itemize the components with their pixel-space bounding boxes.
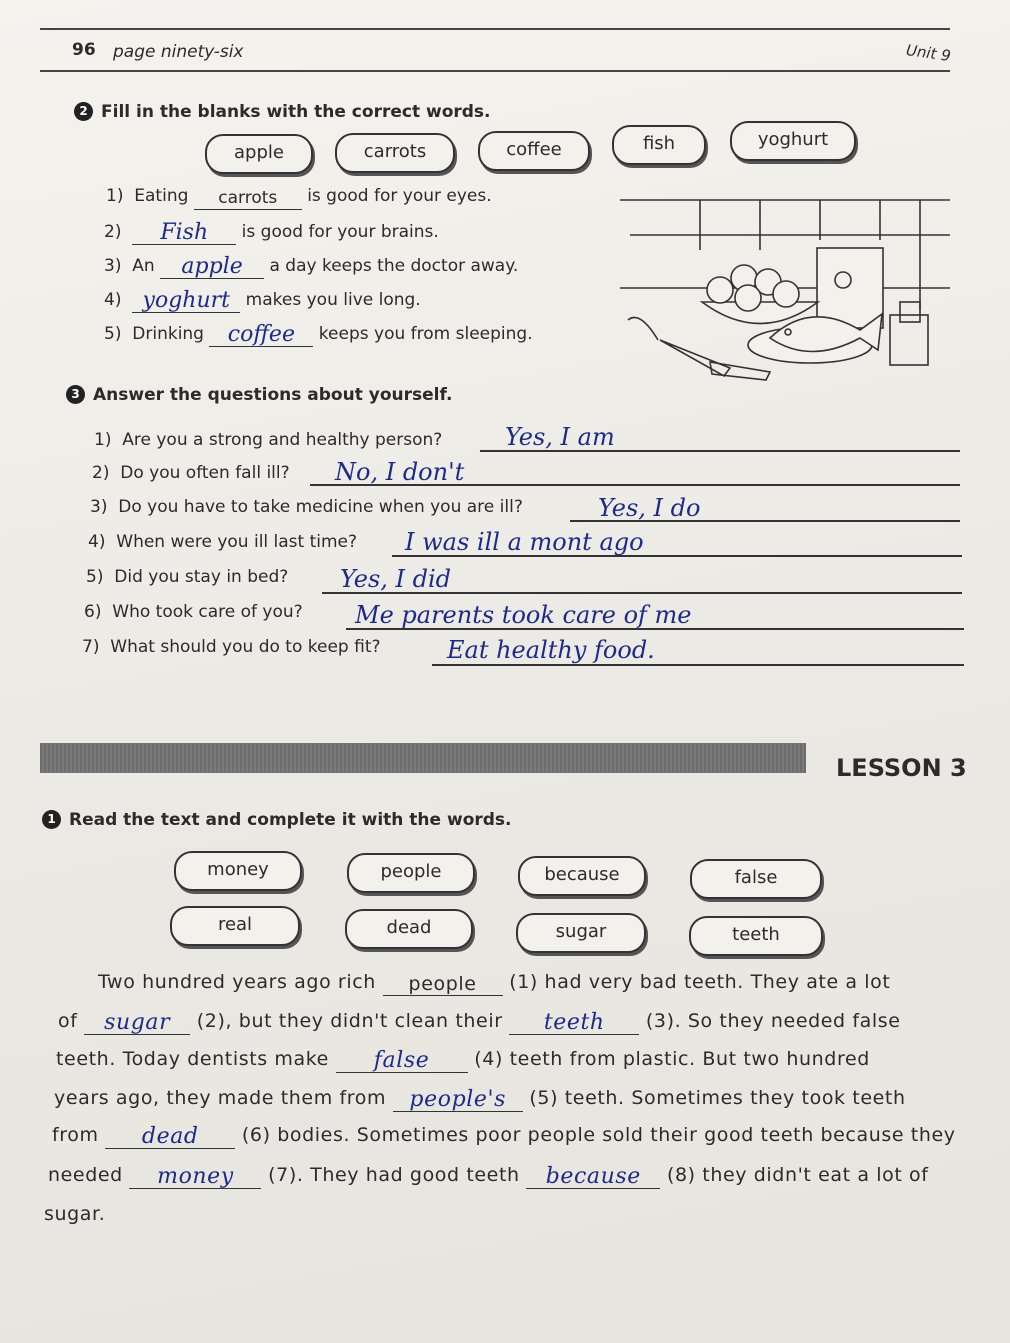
handwritten-answer: I was ill a mont ago	[405, 528, 644, 556]
answer-blank[interactable]: coffee	[209, 324, 313, 347]
page-title: page ninety-six	[113, 42, 244, 62]
text-line: Two hundred years ago rich people (1) had very bad teeth. They ate a lot	[98, 971, 891, 995]
handwritten-answer: Yes, I did	[340, 565, 452, 593]
answer-blank[interactable]: people's	[393, 1089, 523, 1112]
word-box-dead: dead	[345, 909, 473, 949]
text-line: of sugar (2), but they didn't clean their teeth (3). So they needed false	[58, 1010, 901, 1035]
lesson-title: LESSON 3	[836, 754, 967, 782]
answer-blank[interactable]: false	[336, 1050, 468, 1073]
text-line: needed money (7). They had good teeth because (8) they didn't eat a lot of	[48, 1164, 929, 1189]
exercise-3-question: 4) When were you ill last time?	[88, 532, 358, 552]
exercise-3-question: 5) Did you stay in bed?	[86, 567, 289, 587]
exercise-2-item: 3) An apple a day keeps the doctor away.	[104, 254, 519, 279]
word-box-people: people	[347, 853, 475, 893]
word-box-coffee: coffee	[478, 131, 590, 171]
word-box-because: because	[518, 856, 646, 896]
exercise-2-item: 4) yoghurt makes you live long.	[104, 288, 421, 313]
exercise-3-question: 2) Do you often fall ill?	[92, 463, 290, 483]
answer-blank[interactable]: dead	[105, 1126, 235, 1149]
exercise-2-item: 1) Eating carrots is good for your eyes.	[106, 186, 492, 208]
answer-line[interactable]	[432, 664, 964, 666]
header-top-rule	[40, 28, 950, 30]
answer-blank[interactable]: yoghurt	[132, 290, 240, 313]
exercise-3-question: 1) Are you a strong and healthy person?	[94, 430, 443, 450]
exercise-3-instruction: Answer the questions about yourself.	[93, 385, 453, 405]
text-line: from dead (6) bodies. Sometimes poor people sold their good teeth because they	[52, 1124, 956, 1149]
exercise-3-question: 7) What should you do to keep fit?	[82, 637, 381, 657]
word-box-yoghurt: yoghurt	[730, 121, 856, 161]
unit-label: Unit 9	[904, 40, 952, 66]
handwritten-answer: No, I don't	[335, 458, 465, 486]
answer-blank[interactable]: Fish	[132, 222, 236, 245]
answer-blank[interactable]: people	[383, 973, 503, 996]
word-box-teeth: teeth	[689, 916, 823, 956]
answer-blank[interactable]: apple	[160, 256, 264, 279]
food-illustration	[620, 190, 960, 390]
answer-blank[interactable]: money	[129, 1166, 261, 1189]
answer-blank[interactable]: teeth	[509, 1012, 639, 1035]
exercise-2-item: 5) Drinking coffee keeps you from sleeping.	[104, 322, 533, 347]
word-box-apple: apple	[205, 134, 313, 174]
text-line: sugar.	[44, 1203, 106, 1225]
handwritten-answer: Yes, I do	[598, 494, 701, 522]
exercise-3-question: 3) Do you have to take medicine when you are ill?	[90, 497, 523, 517]
handwritten-answer: Me parents took care of me	[355, 601, 692, 629]
lesson-banner-bar	[40, 743, 806, 773]
exercise-3-question: 6) Who took care of you?	[84, 602, 303, 622]
word-box-false: false	[690, 859, 822, 899]
word-box-real: real	[170, 906, 300, 946]
exercise-number-badge: 2	[74, 102, 93, 121]
exercise-number-badge: 3	[66, 385, 85, 404]
exercise-number-badge: 1	[42, 810, 61, 829]
page-number: 96	[72, 40, 96, 60]
answer-blank[interactable]: sugar	[84, 1012, 190, 1035]
handwritten-answer: Eat healthy food.	[447, 636, 655, 664]
handwritten-answer: Yes, I am	[505, 423, 615, 451]
text-line: years ago, they made them from people's (5) teeth. Sometimes they took teeth	[54, 1087, 906, 1112]
text-line: teeth. Today dentists make false (4) teeth from plastic. But two hundred	[56, 1048, 870, 1073]
word-box-fish: fish	[612, 125, 706, 165]
answer-blank[interactable]: because	[526, 1166, 660, 1189]
exercise-2-item: 2) Fish is good for your brains.	[104, 220, 439, 245]
word-box-money: money	[174, 851, 302, 891]
word-box-carrots: carrots	[335, 133, 455, 173]
exercise-1-instruction: Read the text and complete it with the words.	[69, 810, 512, 830]
exercise-2-heading	[74, 102, 491, 122]
answer-blank[interactable]: carrots	[194, 187, 302, 210]
exercise-3-heading	[66, 385, 452, 405]
exercise-2-instruction: Fill in the blanks with the correct words.	[101, 102, 491, 122]
exercise-1-heading	[42, 810, 512, 830]
header-bottom-rule	[40, 70, 950, 72]
word-box-sugar: sugar	[516, 913, 646, 953]
